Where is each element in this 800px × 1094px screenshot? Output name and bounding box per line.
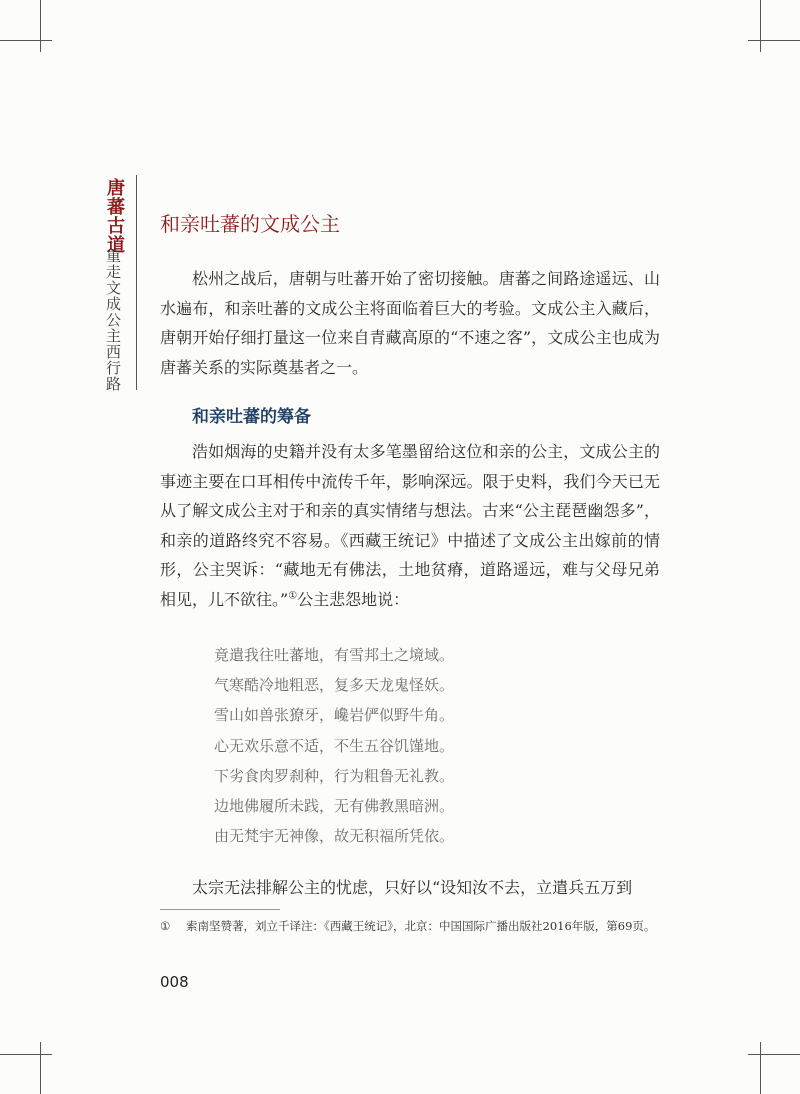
paragraph-text: 公主悲怨地说： bbox=[297, 589, 410, 609]
footnote-divider bbox=[160, 909, 280, 910]
body-paragraph bbox=[160, 437, 660, 614]
body-paragraph: 太宗无法排解公主的忧虑，只好以“设知汝不去，立遣兵五万到 bbox=[192, 878, 633, 897]
poem-line: 气寒酷冷地粗恶，复多天龙鬼怪妖。 bbox=[214, 676, 455, 695]
book-series-title: 唐蕃古道 bbox=[104, 178, 125, 254]
crop-mark bbox=[0, 40, 52, 41]
poem-line: 下劣食肉罗刹种，行为粗鲁无礼教。 bbox=[214, 766, 455, 785]
poem-line: 心无欢乐意不适，不生五谷饥馑地。 bbox=[214, 736, 455, 755]
poem-line: 雪山如兽张獠牙，巉岩俨似野牛角。 bbox=[214, 706, 455, 725]
book-subtitle: 重走文成公主西行路 bbox=[104, 248, 122, 392]
crop-mark bbox=[40, 0, 41, 52]
poem-block bbox=[214, 640, 454, 851]
footnote-text: 索南坚赞著，刘立千译注：《西藏王统记》，北京：中国国际广播出版社2016年版，第69页。 bbox=[186, 919, 656, 933]
footnote-reference[interactable]: ① bbox=[288, 590, 298, 602]
crop-mark bbox=[748, 40, 800, 41]
paragraph-text: 浩如烟海的史籍并没有太多笔墨留给这位和亲的公主，文成公主的事迹主要在口耳相传中流传千年，影响深远。限于史料，我们今天已无从了解文成公主对于和亲的真实情绪与想法。古来“公主琵琶幽怨多”，和亲的道路终究不容易。《西藏王统记》中描述了文成公主出嫁前的情形，公主哭诉：“藏地无有佛法，土地贫瘠，道路遥远，难与父母兄弟相见，儿不欲往。” bbox=[160, 442, 660, 609]
poem-line: 由无梵宇无神像，故无积福所凭依。 bbox=[214, 827, 455, 846]
section-title: 和亲吐蕃的筹备 bbox=[192, 407, 311, 427]
crop-mark bbox=[760, 0, 761, 52]
crop-mark bbox=[0, 1054, 52, 1055]
page-number: 008 bbox=[160, 973, 189, 991]
chapter-title: 和亲吐蕃的文成公主 bbox=[160, 212, 340, 236]
crop-mark bbox=[748, 1054, 800, 1055]
crop-mark bbox=[40, 1042, 41, 1094]
poem-line: 边地佛履所未践，无有佛教黑暗洲。 bbox=[214, 796, 455, 815]
poem-line: 竟遣我往吐蕃地，有雪邦土之境域。 bbox=[214, 646, 455, 664]
footnote-marker: ① bbox=[160, 919, 171, 933]
body-paragraph: 松州之战后，唐朝与吐蕃开始了密切接触。唐蕃之间路途遥远、山水遍布，和亲吐蕃的文成公主将面临着巨大的考验。文成公主入藏后，唐朝开始仔细打量这一位来自青藏高原的“不速之客”，文成公主也成为唐蕃关系的实际奠基者之一。 bbox=[160, 269, 660, 377]
crop-mark bbox=[760, 1042, 761, 1094]
footnote bbox=[160, 917, 660, 936]
sidebar-divider bbox=[136, 175, 137, 390]
